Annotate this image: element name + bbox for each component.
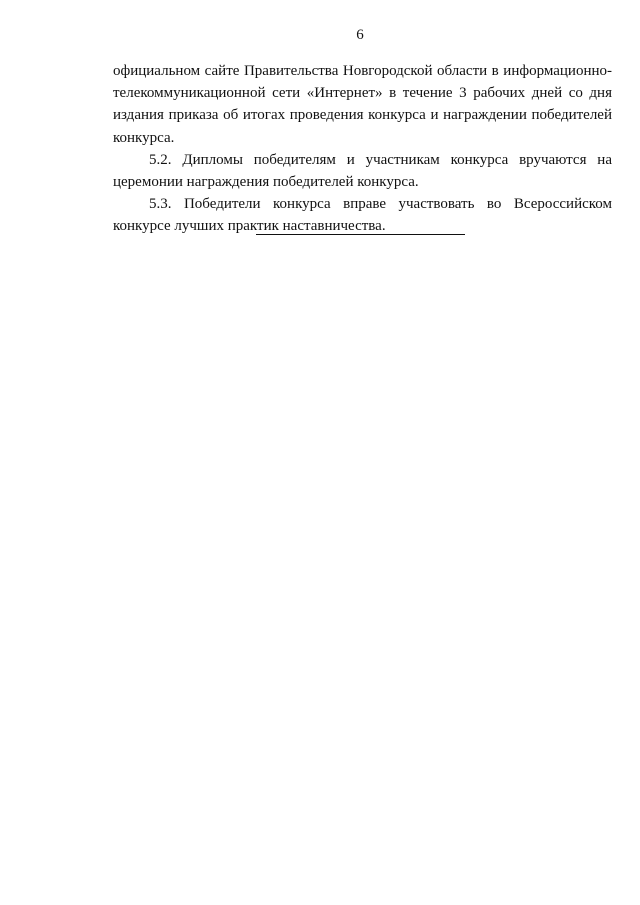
document-body <box>113 60 612 238</box>
closing-rule <box>256 234 465 235</box>
paragraph-continuation: официальном сайте Правительства Новгородской области в информационно-телекоммуникационной сети «Интернет» в течение 3 рабочих дней со дня издания приказа об итогах проведения конкурса и награждении победителей конкурса. <box>113 63 612 146</box>
page-number: 6 <box>356 27 364 43</box>
paragraph-5-2: 5.2. Дипломы победителям и участникам конкурса вручаются на церемонии награждения победителей конкурса. <box>113 151 612 191</box>
paragraph-5-3: 5.3. Победители конкурса вправе участвовать во Всероссийском конкурсе лучших практик наставничества. <box>113 196 612 235</box>
